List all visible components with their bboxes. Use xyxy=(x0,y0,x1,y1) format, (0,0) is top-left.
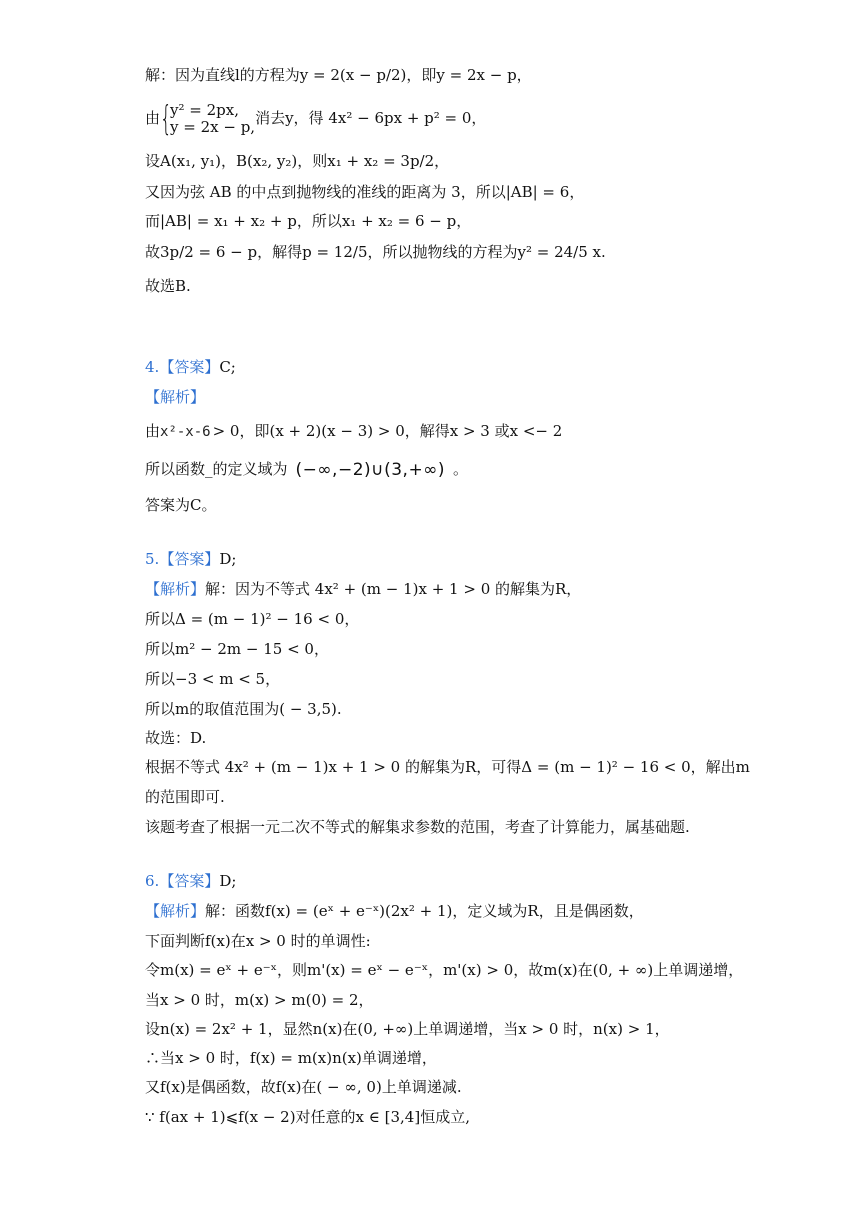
q4-answer-heading xyxy=(145,356,236,378)
q6-answer-value: D; xyxy=(219,872,237,890)
q5-number: 5. xyxy=(145,550,160,568)
q5-analysis-tag: 【解析】 xyxy=(145,580,206,598)
q5-answer-tag: 【答案】 xyxy=(159,550,220,568)
q6-line-4: 当x > 0 时，m(x) > m(0) = 2， xyxy=(145,991,374,1009)
q3-line-7: 故选B. xyxy=(145,277,191,295)
q6-line-1 xyxy=(145,900,644,922)
q6-line-1-text: 解：函数f(x) = (eˣ + e⁻ˣ)(2x² + 1)，定义域为R，且是偶函数， xyxy=(205,902,644,920)
q6-analysis-tag: 【解析】 xyxy=(145,902,206,920)
q5-line-2: 所以Δ = (m − 1)² − 16 < 0， xyxy=(145,610,360,628)
system-eq-2: y = 2x − p, xyxy=(170,118,256,136)
q5-answer-heading xyxy=(145,548,236,570)
q5-line-1-text: 解：因为不等式 4x² + (m − 1)x + 1 > 0 的解集为R， xyxy=(205,580,582,598)
q4-line-1-prefix: 由 xyxy=(145,422,161,440)
q3-line-4: 又因为弦 AB 的中点到抛物线的准线的距离为 3，所以|AB| = 6， xyxy=(145,183,585,201)
brace-icon: { xyxy=(160,99,172,139)
q4-line-1 xyxy=(145,420,562,443)
q4-line-2-suffix: 。 xyxy=(452,460,468,478)
q4-inequality-expression: x²-x-6 xyxy=(160,424,211,440)
q6-line-5: 设n(x) = 2x² + 1，显然n(x)在(0, +∞)上单调递增，当x > 0 时，n(x) > 1， xyxy=(145,1020,670,1038)
q5-line-3: 所以m² − 2m − 15 < 0， xyxy=(145,640,329,658)
q6-number: 6. xyxy=(145,872,160,890)
q5-line-7: 根据不等式 4x² + (m − 1)x + 1 > 0 的解集为R，可得Δ = (m − 1)² − 16 < 0，解出m xyxy=(145,758,750,776)
q4-answer-tag: 【答案】 xyxy=(159,358,220,376)
q4-line-2-prefix: 所以函数_的定义域为 xyxy=(145,460,288,478)
q5-line-9: 该题考查了根据一元二次不等式的解集求参数的范围，考查了计算能力，属基础题. xyxy=(145,818,690,836)
q3-line-2-prefix: 由 xyxy=(145,109,161,127)
q6-line-7: 又f(x)是偶函数，故f(x)在( − ∞, 0)上单调递减. xyxy=(145,1078,462,1096)
q5-line-4: 所以−3 < m < 5， xyxy=(145,670,281,688)
system-eq-1: y² = 2px, xyxy=(170,101,239,119)
q5-line-1 xyxy=(145,578,581,600)
q3-line-2 xyxy=(145,99,487,139)
q3-line-3: 设A(x₁, y₁)，B(x₂, y₂)，则x₁ + x₂ = 3p/2， xyxy=(145,152,450,170)
q4-analysis-tag: 【解析】 xyxy=(145,388,206,406)
q3-line-2-suffix: 消去y，得 4x² − 6px + p² = 0， xyxy=(255,109,487,127)
q4-answer-value: C; xyxy=(219,358,236,376)
q6-line-2: 下面判断f(x)在x > 0 时的单调性: xyxy=(145,932,371,950)
q3-line-5: 而|AB| = x₁ + x₂ + p，所以x₁ + x₂ = 6 − p， xyxy=(145,212,472,230)
equation-system xyxy=(160,99,256,139)
q4-line-3: 答案为C。 xyxy=(145,496,217,514)
q4-line-2 xyxy=(145,458,468,481)
q5-line-8: 的范围即可. xyxy=(145,788,225,806)
q6-line-6: ∴当x > 0 时，f(x) = m(x)n(x)单调递增， xyxy=(145,1049,437,1067)
q6-line-8: ∵ f(ax + 1)⩽f(x − 2)对任意的x ∈ [3,4]恒成立, xyxy=(145,1108,470,1126)
q4-line-1-rest: > 0，即(x + 2)(x − 3) > 0，解得x > 3 或x <− 2 xyxy=(212,422,563,440)
q5-line-5: 所以m的取值范围为( − 3,5). xyxy=(145,700,342,718)
q6-line-3: 令m(x) = eˣ + e⁻ˣ，则m'(x) = eˣ − e⁻ˣ，m'(x) > 0，故m(x)在(0, + ∞)上单调递增， xyxy=(145,961,744,979)
q5-line-6: 故选：D. xyxy=(145,729,207,747)
domain-interval: (−∞,−2)∪(3,+∞) xyxy=(295,460,445,480)
q4-number: 4. xyxy=(145,358,160,376)
q5-answer-value: D; xyxy=(219,550,237,568)
q3-line-6: 故3p/2 = 6 − p，解得p = 12/5，所以抛物线的方程为y² = 24/5 x. xyxy=(145,243,606,261)
q3-line-1: 解：因为直线l的方程为y = 2(x − p/2)，即y = 2x − p， xyxy=(145,66,532,84)
q6-answer-tag: 【答案】 xyxy=(159,872,220,890)
q6-answer-heading xyxy=(145,870,236,892)
